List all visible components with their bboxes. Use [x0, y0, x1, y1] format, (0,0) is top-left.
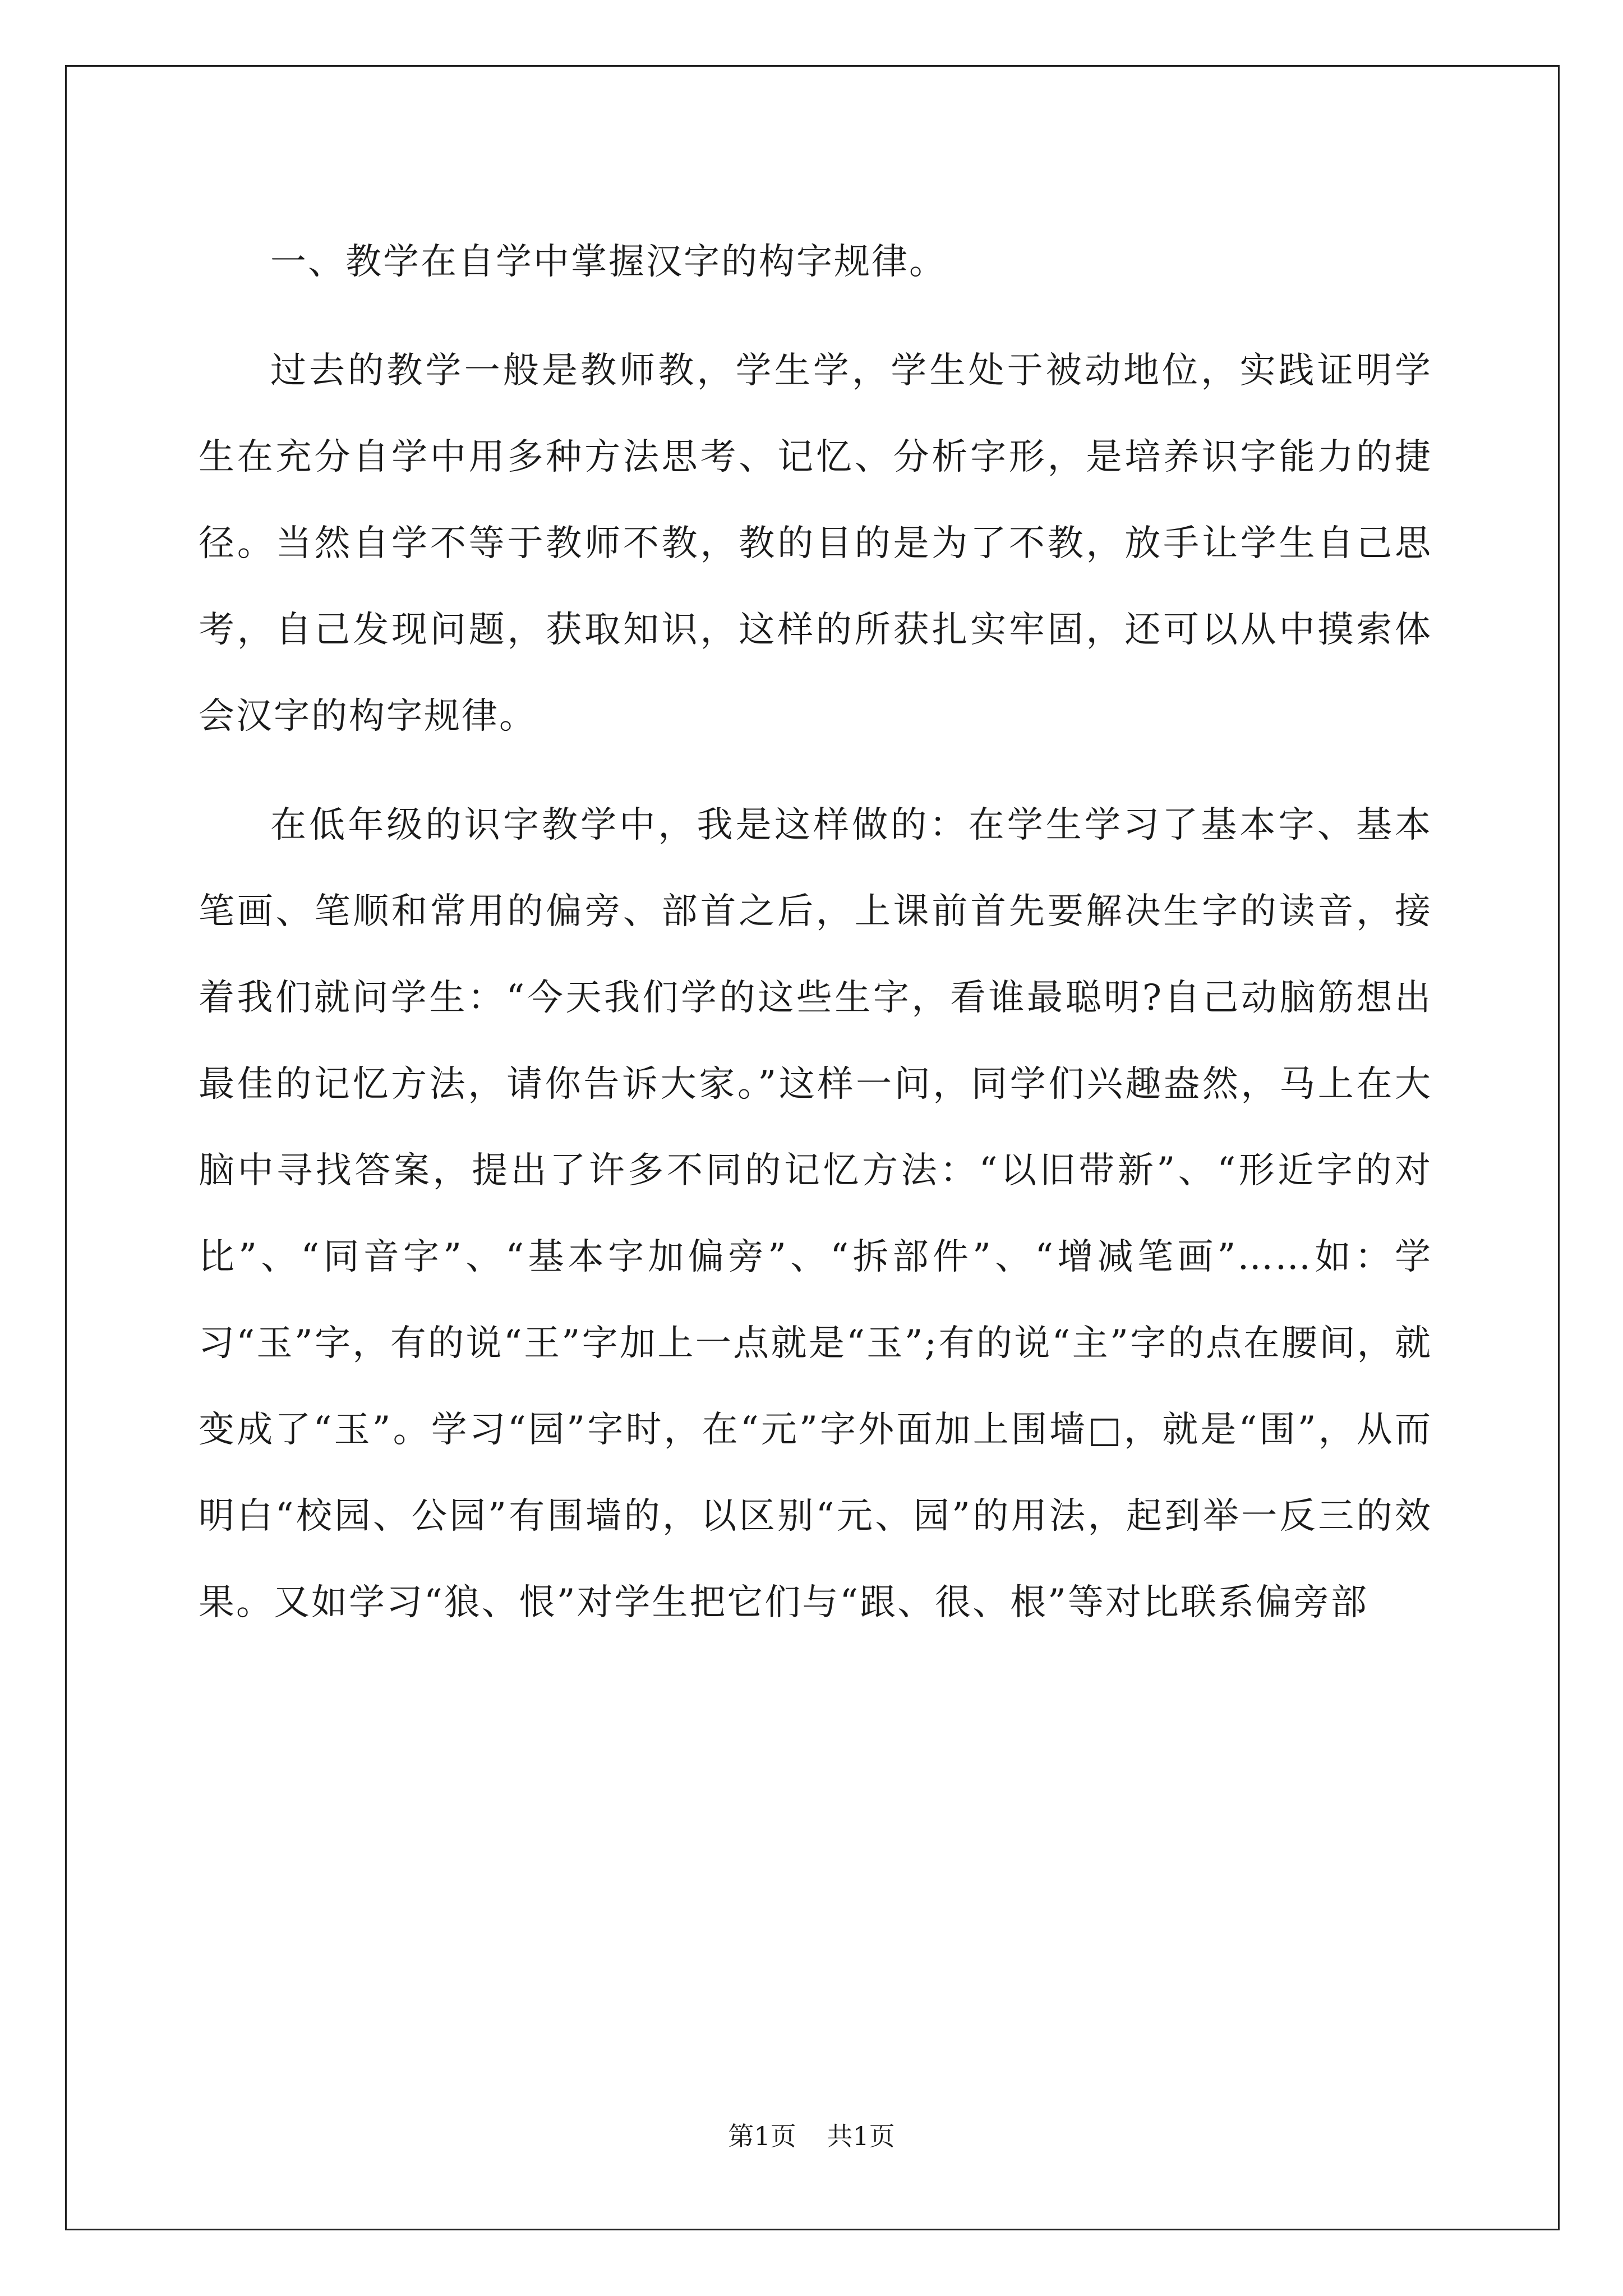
paragraph: 在低年级的识字教学中，我是这样做的：在学生学习了基本字、基本笔画、笔顺和常用的偏旁、部首之后，上课前首先要解决生字的读音，接着我们就问学生：“今天我们学的这些生字，看谁最聪明?自己动脑筋想出最佳的记忆方法，请你告诉大家。”这样一问，同学们兴趣盎然，马上在大脑中寻找答案，提出了许多不同的记忆方法：“以旧带新”、“形近字的对比”、“同音字”、“基本字加偏旁”、“拆部件”、“增减笔画”……如：学习“玉”字，有的说“王”字加上一点就是“玉”;有的说“主”字的点在腰间，就变成了“玉”。学习“园”字时，在“元”字外面加上围墙□，就是“围”，从而明白“校园、公园”有围墙的，以区别“元、园”的用法，起到举一反三的效果。又如学习“狼、恨”对学生把它们与“跟、很、根”等对比联系偏旁部 [199, 804, 1432, 1623]
page-number-current: 第1页 [728, 2121, 796, 2151]
paragraph-heading: 一、教学在自学中掌握汉字的构字规律。 [270, 241, 947, 283]
paragraph: 过去的教学一般是教师教，学生学，学生处于被动地位，实践证明学生在充分自学中用多种方法思考、记忆、分析字形，是培养识字能力的捷径。当然自学不等于教师不教，教的目的是为了不教，放手让学生自己思考，自己发现问题，获取知识，这样的所获扎实牢固，还可以从中摸索体会汉字的构字规律。 [199, 350, 1432, 737]
page-footer [0, 2119, 1623, 2153]
document-body [199, 219, 1432, 1646]
page-number-total: 共1页 [827, 2121, 895, 2151]
